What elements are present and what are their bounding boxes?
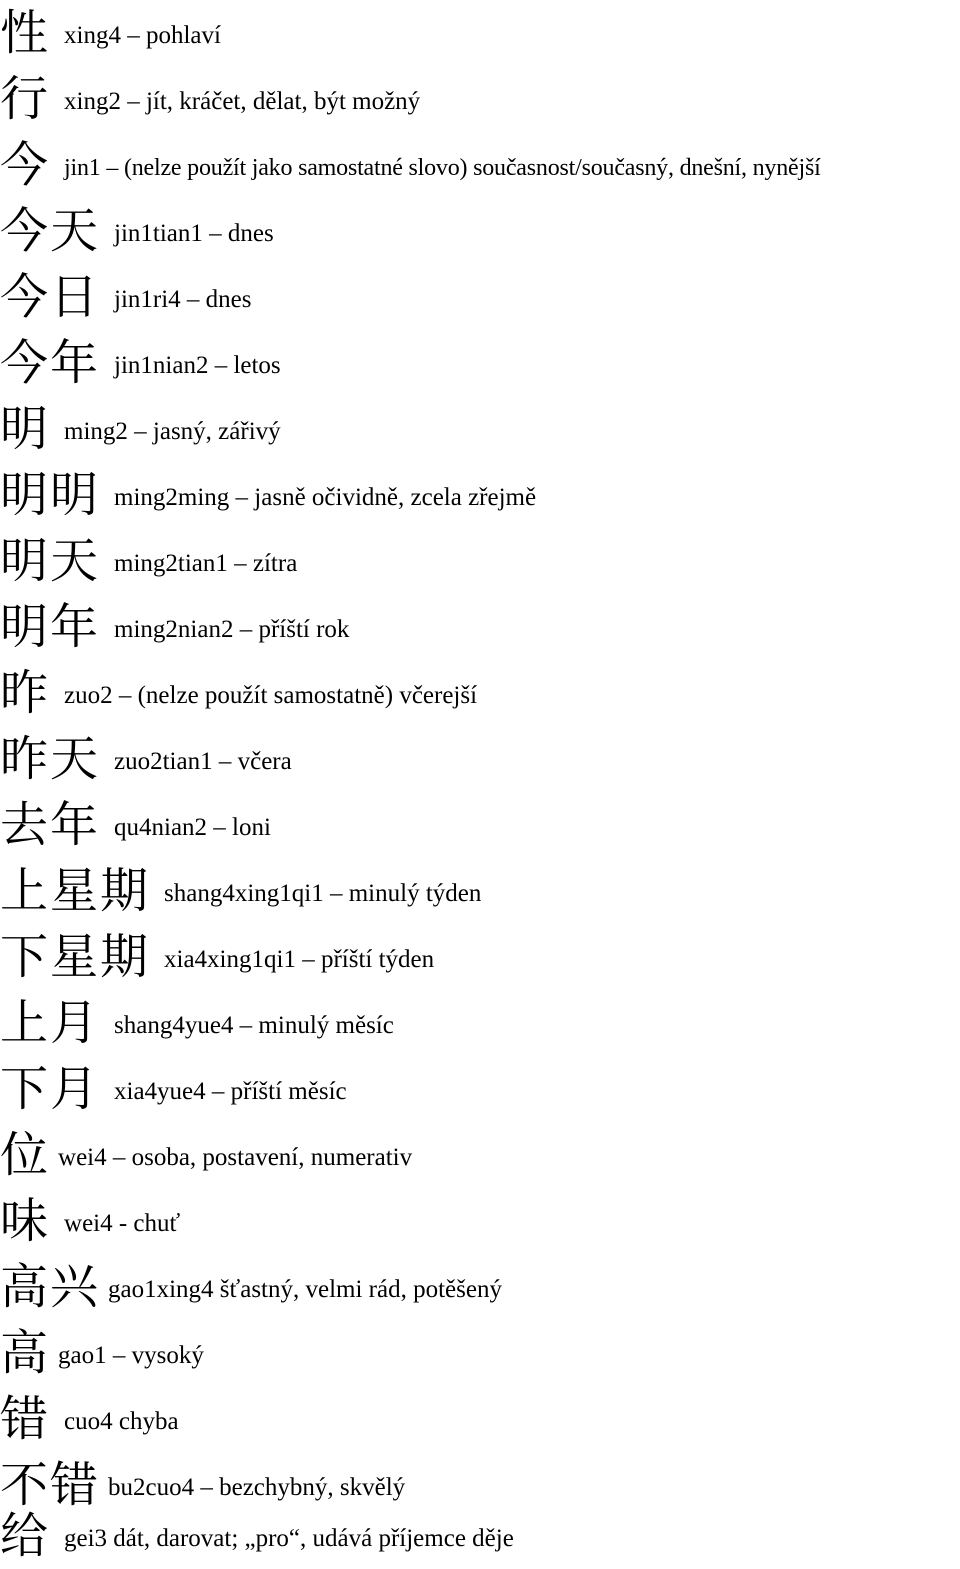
pinyin-definition: xing4 – pohlaví [64,22,221,49]
hanzi: 行 [0,71,51,127]
hanzi: 明 [0,401,51,457]
hanzi: 明明 [0,467,101,523]
hanzi: 明年 [0,599,101,655]
vocab-entry [0,792,271,858]
pinyin-definition: qu4nian2 – loni [114,814,271,841]
vocab-entry [0,660,477,726]
vocab-entry [0,990,394,1056]
vocab-entry [0,1122,412,1188]
vocab-entry [0,1503,514,1569]
vocab-entry [0,726,292,792]
pinyin-definition: wei4 - chuť [64,1210,181,1237]
pinyin-definition: shang4yue4 – minulý měsíc [114,1012,394,1039]
pinyin-definition: xia4yue4 – příští měsíc [114,1078,347,1105]
vocab-entry [0,396,281,462]
pinyin-definition: gao1 – vysoký [58,1342,204,1369]
vocab-entry [0,462,536,528]
pinyin-definition: ming2nian2 – příští rok [114,616,350,643]
hanzi: 今天 [0,203,101,259]
pinyin-definition: zuo2tian1 – včera [114,748,292,775]
pinyin-definition: wei4 – osoba, postavení, numerativ [58,1144,413,1171]
pinyin-definition: jin1ri4 – dnes [114,286,252,313]
pinyin-definition: ming2ming – jasně očividně, zcela zřejmě [114,484,537,511]
hanzi: 下星期 [0,929,151,985]
pinyin-definition: shang4xing1qi1 – minulý týden [164,880,482,907]
vocab-entry [0,66,420,132]
pinyin-definition: xia4xing1qi1 – příští týden [164,946,435,973]
hanzi: 昨 [0,665,51,721]
hanzi: 味 [0,1193,51,1249]
pinyin-definition: zuo2 – (nelze použít samostatně) včerejší [64,682,478,709]
hanzi: 今日 [0,269,101,325]
hanzi: 上星期 [0,863,151,919]
pinyin-definition: jin1tian1 – dnes [114,220,274,247]
vocab-entry [0,1320,204,1386]
vocab-entry [0,858,481,924]
vocab-entry [0,198,274,264]
hanzi: 给 [0,1508,51,1564]
hanzi: 上月 [0,995,101,1051]
pinyin-definition: cuo4 chyba [64,1408,179,1435]
hanzi: 高兴 [0,1259,101,1315]
vocab-entry [0,132,821,198]
vocab-entry [0,1056,347,1122]
vocab-entry [0,264,252,330]
pinyin-definition: gao1xing4 šťastný, velmi rád, potěšený [108,1276,502,1303]
pinyin-definition: xing2 – jít, kráčet, dělat, být možný [64,88,421,115]
pinyin-definition: jin1 – (nelze použít jako samostatné slovo) současnost/současný, dnešní, nynější [64,154,821,181]
hanzi: 明天 [0,533,101,589]
pinyin-definition: gei3 dát, darovat; „pro“, udává příjemce děje [64,1525,514,1552]
pinyin-definition: ming2tian1 – zítra [114,550,298,577]
vocab-entry [0,594,349,660]
hanzi: 不错 [0,1457,101,1513]
vocab-entry [0,924,434,990]
vocab-entry [0,0,221,66]
vocab-entry [0,1386,179,1452]
hanzi: 位 [0,1127,51,1183]
pinyin-definition: ming2 – jasný, zářivý [64,418,281,445]
vocab-entry [0,1188,180,1254]
pinyin-definition: jin1nian2 – letos [114,352,281,379]
vocab-entry [0,528,297,594]
hanzi: 下月 [0,1061,101,1117]
hanzi: 昨天 [0,731,101,787]
hanzi: 今年 [0,335,101,391]
vocab-entry [0,1254,502,1320]
pinyin-definition: bu2cuo4 – bezchybný, skvělý [108,1474,406,1501]
hanzi: 错 [0,1391,51,1447]
hanzi: 性 [0,5,51,61]
vocab-entry [0,330,281,396]
hanzi: 高 [0,1325,51,1381]
hanzi: 去年 [0,797,101,853]
hanzi: 今 [0,137,51,193]
